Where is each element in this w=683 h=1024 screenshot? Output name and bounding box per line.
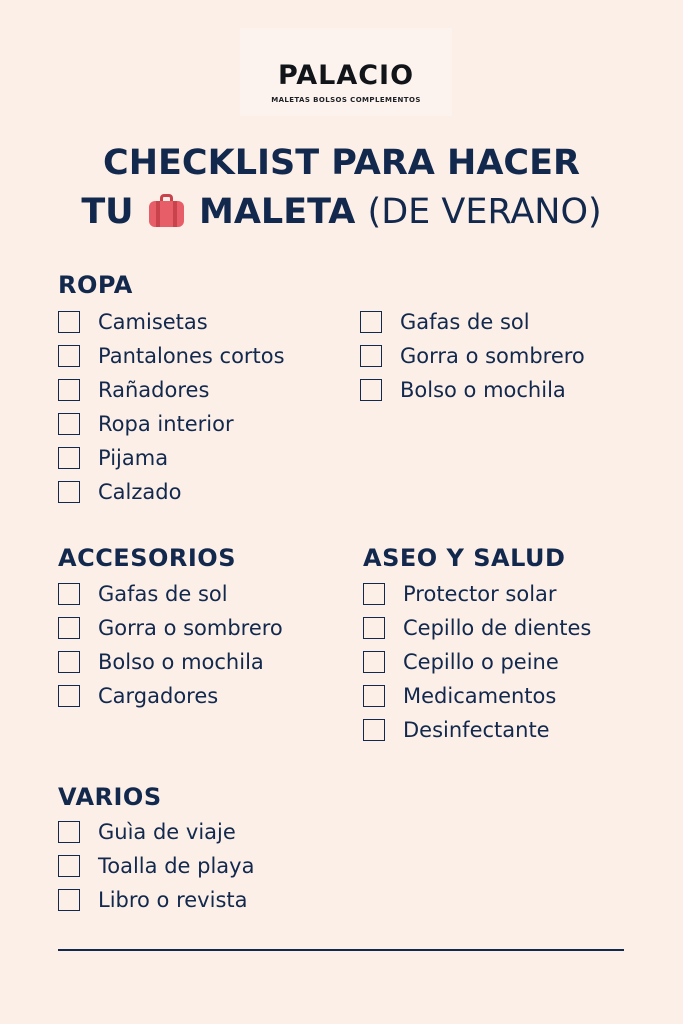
item-label: Rañadores [98,378,210,402]
item-label: Protector solar [403,582,557,606]
bottom-divider [58,949,624,951]
item-label: Calzado [98,480,182,504]
item-label: Bolso o mochila [400,378,566,402]
section-title-aseo-y-salud: ASEO Y SALUD [363,544,566,572]
checkbox[interactable] [58,311,80,333]
item-label: Toalla de playa [98,854,255,878]
item-label: Gafas de sol [98,582,228,606]
checkbox[interactable] [58,379,80,401]
title-suffix: (DE VERANO) [367,192,602,232]
item-label: Gafas de sol [400,310,530,334]
checkbox[interactable] [360,311,382,333]
checkbox[interactable] [58,413,80,435]
item-label: Ropa interior [98,412,234,436]
checkbox[interactable] [363,685,385,707]
item-label: Camisetas [98,310,208,334]
checkbox[interactable] [58,855,80,877]
section-title-varios: VARIOS [58,783,162,811]
checkbox[interactable] [360,379,382,401]
checkbox[interactable] [363,719,385,741]
item-label: Desinfectante [403,718,550,742]
item-label: Pijama [98,446,169,470]
checkbox[interactable] [58,889,80,911]
brand-tagline: MALETAS BOLSOS COMPLEMENTOS [271,96,421,104]
title-main: MALETA [198,192,356,232]
item-label: Gorra o sombrero [98,616,283,640]
checkbox[interactable] [58,345,80,367]
brand-name: PALACIO [277,60,415,91]
item-label: Cepillo o peine [403,650,559,674]
checkbox[interactable] [58,617,80,639]
checkbox[interactable] [363,651,385,673]
suitcase-icon [149,194,184,227]
title-prefix: TU [81,192,134,232]
item-label: Medicamentos [403,684,557,708]
checkbox[interactable] [363,583,385,605]
page-title-line-1: CHECKLIST PARA HACER [103,143,580,183]
item-label: Pantalones cortos [98,344,285,368]
checkbox[interactable] [58,651,80,673]
page-title-line-2 [0,191,683,233]
checkbox[interactable] [58,821,80,843]
section-title-ropa: ROPA [58,271,133,299]
item-label: Guìa de viaje [98,820,236,844]
checkbox[interactable] [58,583,80,605]
section-title-accesorios: ACCESORIOS [58,544,236,572]
item-label: Cargadores [98,684,219,708]
item-label: Bolso o mochila [98,650,264,674]
checkbox[interactable] [363,617,385,639]
item-label: Cepillo de dientes [403,616,592,640]
checkbox[interactable] [360,345,382,367]
item-label: Gorra o sombrero [400,344,585,368]
brand-logo [240,28,452,116]
item-label: Libro o revista [98,888,248,912]
checkbox[interactable] [58,481,80,503]
checkbox[interactable] [58,447,80,469]
checkbox[interactable] [58,685,80,707]
